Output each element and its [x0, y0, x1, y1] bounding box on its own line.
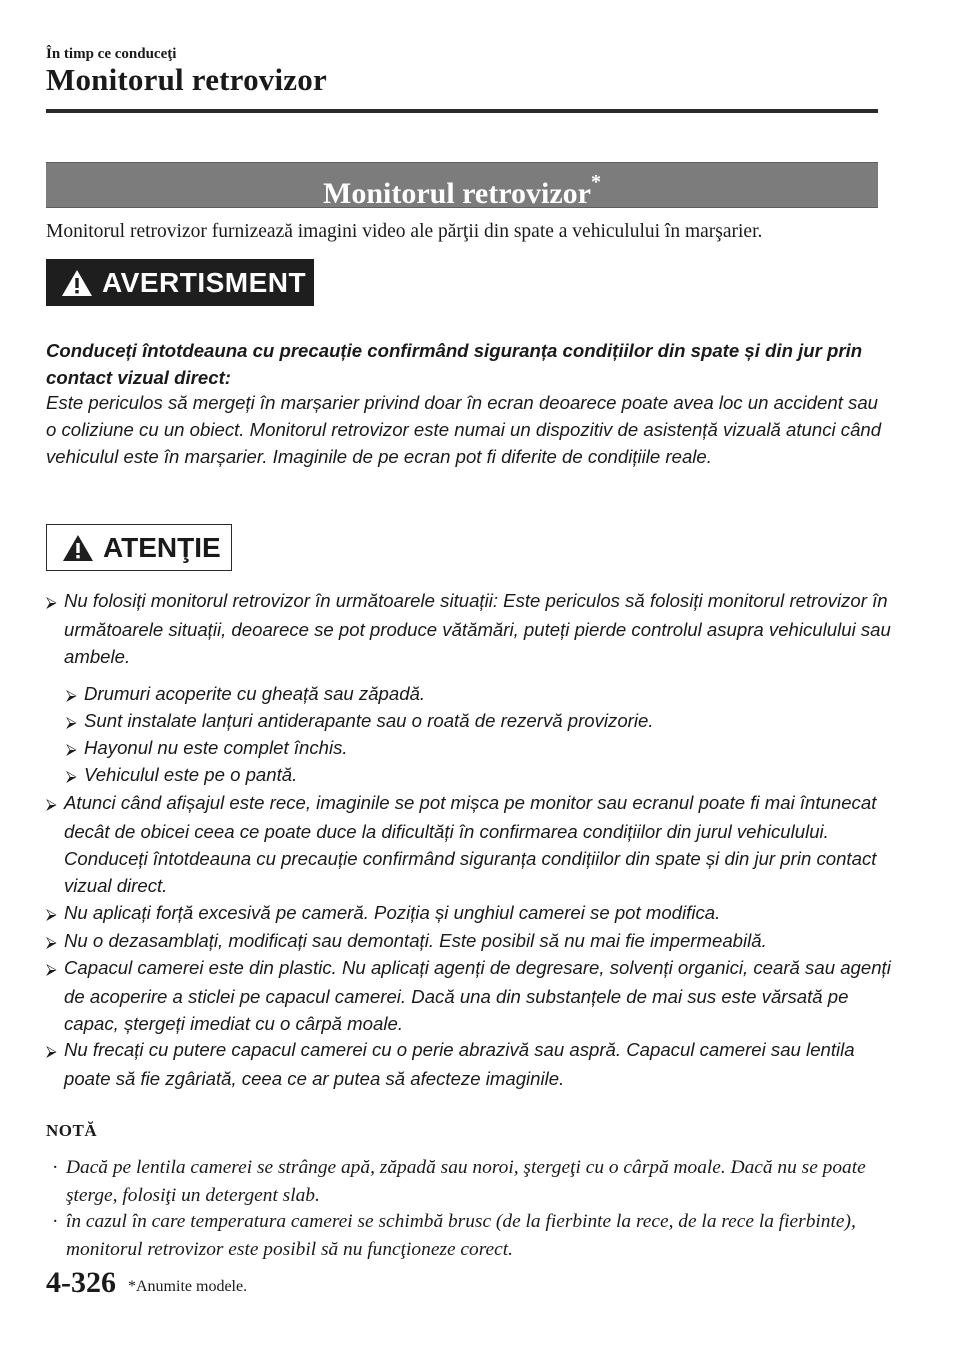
caution-item: ⮚ Nu o dezasamblați, modificați sau demontați. Este posibil să nu mai fie impermeabilă. — [46, 927, 900, 956]
caution-item: ⮚ Capacul camerei este din plastic. Nu aplicați agenți de degresare, solvenți organici, ceară sau agenți de acoperire a sticlei pe capacul camerei. Dacă una din substanțele de mai sus este vărsată pe capac, ștergeți imediat cu o cârpă moale. — [46, 957, 891, 1034]
bullet-arrow-icon: ⮚ — [66, 687, 77, 704]
warning-body: Este periculos să mergeți în marșarier privind doar în ecran deoarece poate avea loc un accident sau o coliziune cu un obiect. Monitorul retrovizor este numai un dispozitiv de asistență vizuală atunci când vehiculul este în marșarier. Imaginile de pe ecran pot fi diferite de condițiile reale. — [46, 392, 882, 467]
caution-item: ⮚ Nu folosiți monitorul retrovizor în următoarele situații: Este periculos să folosiți monitorul retrovizor în următoarele situații, deoarece se pot produce vătămări, puteți pierde controlul asupra vehiculului sau ambele. — [46, 590, 891, 667]
section-heading: Monitorul retrovizor* — [323, 171, 601, 210]
footnote: *Anumite modele. — [128, 1278, 248, 1295]
caution-label: ATENŢIE — [103, 531, 221, 563]
caution-subitem: ⮚ Sunt instalate lanțuri antiderapante sau o roată de rezervă provizorie. — [66, 707, 900, 736]
intro-paragraph: Monitorul retrovizor furnizează imagini video ale părţii din spate a vehiculului în marşarier. — [46, 221, 763, 242]
bullet-arrow-icon: ⮚ — [66, 768, 77, 785]
bullet-dot-icon: · — [52, 1157, 59, 1178]
warning-label-box — [46, 259, 314, 306]
bullet-arrow-icon: ⮚ — [46, 934, 57, 951]
note-label: NOTĂ — [46, 1121, 98, 1140]
caution-subitem: ⮚ Drumuri acoperite cu gheață sau zăpadă. — [66, 680, 900, 709]
caution-item: ⮚ Nu aplicați forță excesivă pe cameră. Poziția și unghiul camerei se pot modifica. — [46, 899, 900, 928]
page-title: Monitorul retrovizor — [46, 62, 327, 97]
warning-triangle-icon — [60, 268, 94, 298]
bullet-arrow-icon: ⮚ — [46, 906, 57, 923]
note-item: · Dacă pe lentila camerei se strânge apă, zăpadă sau noroi, ştergeţi cu o cârpă moale. Dacă nu se poate şterge, folosiţi un detergent slab. — [46, 1154, 886, 1210]
bullet-dot-icon: · — [52, 1211, 59, 1232]
caution-subitem: ⮚ Hayonul nu este complet închis. — [66, 734, 900, 763]
note-item: · în cazul în care temperatura camerei se schimbă brusc (de la fierbinte la rece, de la rece la fierbinte), monitorul retrovizor este posibil să nu funcţioneze corect. — [46, 1208, 886, 1264]
caution-item: ⮚ Nu frecați cu putere capacul camerei cu o perie abrazivă sau aspră. Capacul camerei sau lentila poate să fie zgâriată, ceea ce ar putea să afecteze imaginile. — [46, 1039, 855, 1089]
bullet-arrow-icon: ⮚ — [46, 1043, 57, 1060]
title-divider — [46, 109, 878, 113]
caution-subitem: ⮚ Vehiculul este pe o pantă. — [66, 761, 900, 790]
warning-heading: Conduceți întotdeauna cu precauție confirmând siguranța condițiilor din spate și din jur prin contact vizual direct: — [46, 340, 863, 388]
warning-label: AVERTISMENT — [102, 266, 307, 298]
bullet-arrow-icon: ⮚ — [66, 741, 77, 758]
section-heading-band — [46, 162, 878, 208]
bullet-arrow-icon: ⮚ — [66, 714, 77, 731]
page-number: 4-326 — [46, 1266, 116, 1299]
bullet-arrow-icon: ⮚ — [46, 594, 57, 611]
bullet-arrow-icon: ⮚ — [46, 796, 57, 813]
footnote-mark: * — [590, 171, 601, 193]
caution-triangle-icon — [61, 533, 95, 563]
bullet-arrow-icon: ⮚ — [46, 961, 57, 978]
caution-item: ⮚ Atunci când afișajul este rece, imaginile se pot mișca pe monitor sau ecranul poate fi mai întunecat decât de obicei ceea ce poate duce la dificultăți în confirmarea condițiilor din jurul vehiculului. Conduceți întotdeauna cu precauție confirmând siguranța condițiilor din spate și din jur prin contact vizual direct. — [46, 792, 877, 896]
caution-label-box — [46, 524, 232, 571]
section-label: În timp ce conduceţi — [46, 46, 177, 62]
